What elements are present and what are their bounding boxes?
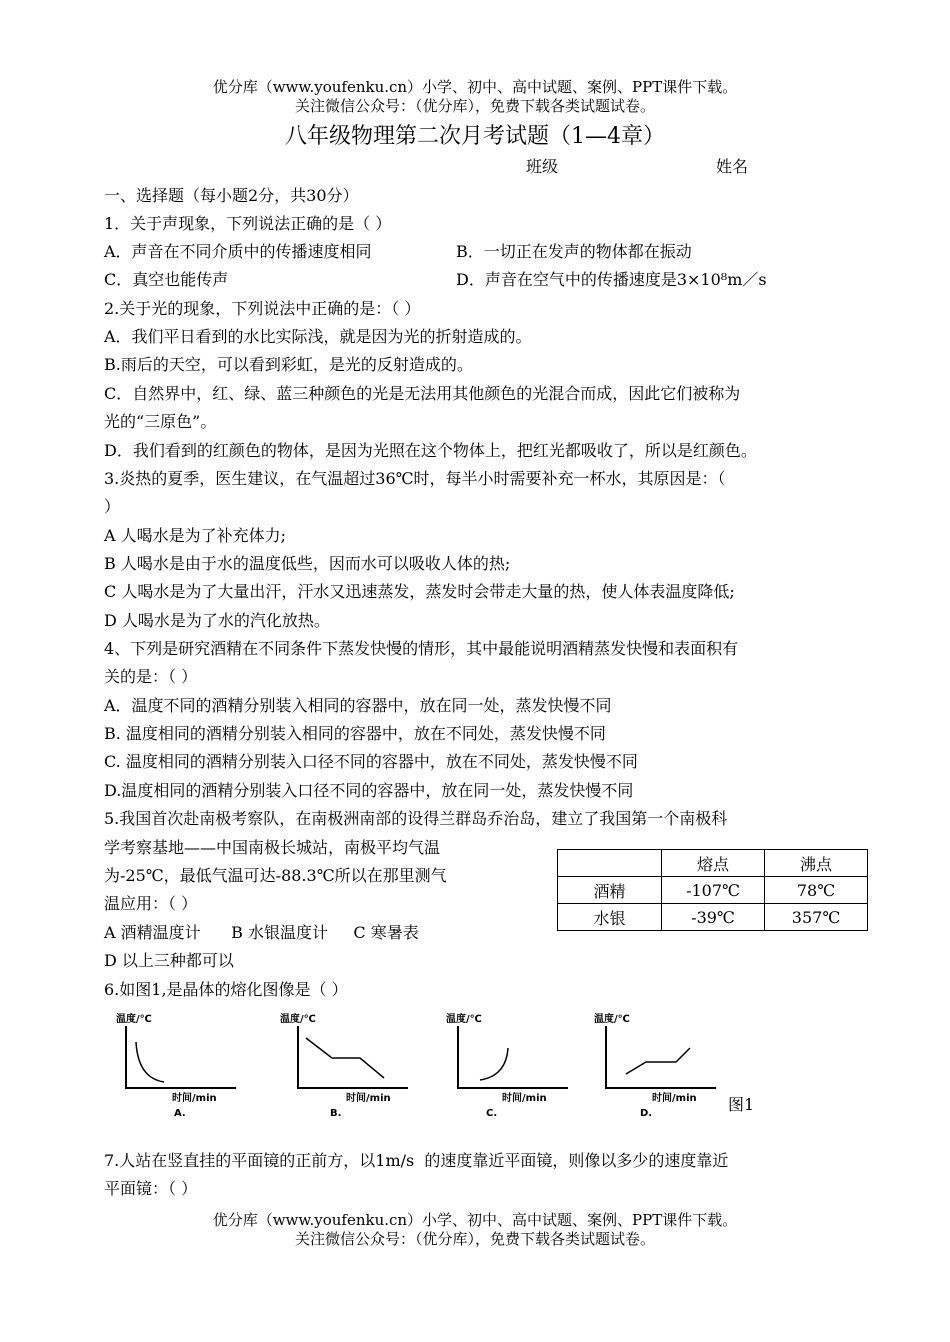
q3-stem: 3.炎热的夏季，医生建议，在气温超过36℃时，每半小时需要补充一杯水，其原因是：（ [104, 469, 726, 488]
graph-x-label: 时间/min [172, 1093, 217, 1104]
q2-option-a: A．我们平日看到的水比实际浅，就是因为光的折射造成的。 [104, 327, 532, 346]
class-label: 班级 [526, 157, 559, 176]
footer-line-2: 关注微信公众号：（优分库），免费下载各类试题试卷。 [294, 1230, 655, 1248]
table-row [558, 904, 868, 931]
q5-options: A 酒精温度计 B 水银温度计 C 寒暑表 [104, 923, 419, 942]
graph-axes [298, 1026, 408, 1088]
q5-option-d: D 以上三种都可以 [104, 951, 234, 970]
graph-y-label: 温度/℃ [446, 1014, 482, 1025]
header-line-1: 优分库（www.youfenku.cn）小学、初中、高中试题、案例、PPT课件下载。 [212, 78, 738, 96]
table-cell: 酒精 [558, 877, 662, 904]
graph-a [112, 1010, 252, 1122]
graph-c [442, 1010, 582, 1122]
table-row [558, 877, 868, 904]
table-cell: 78℃ [765, 877, 868, 904]
graph-label: C. [486, 1108, 498, 1119]
q1-stem: 1．关于声现象，下列说法正确的是（ ） [104, 214, 392, 233]
graph-d [590, 1010, 730, 1122]
figure-caption: 图1 [728, 1095, 755, 1114]
footer-line-1: 优分库（www.youfenku.cn）小学、初中、高中试题、案例、PPT课件下载。 [212, 1211, 738, 1229]
q4-option-d: D.温度相同的酒精分别装入口径不同的容器中，放在同一处，蒸发快慢不同 [104, 781, 634, 800]
table-cell: 水银 [558, 904, 662, 931]
graph-label: D. [640, 1108, 653, 1119]
q2-option-c-cont: 光的“三原色”。 [104, 412, 217, 431]
graph-x-label: 时间/min [652, 1093, 697, 1104]
table-header-row [558, 850, 868, 877]
graph-axes [606, 1026, 716, 1088]
q5-stem-line3: 为-25℃，最低气温可达-88.3℃所以在那里测气 [104, 866, 447, 885]
section-heading: 一、选择题（每小题2分，共30分） [104, 186, 359, 205]
graph-curve [480, 1048, 508, 1080]
graph-curve [306, 1038, 384, 1078]
q4-option-a: A．温度不同的酒精分别装入相同的容器中，放在同一处，蒸发快慢不同 [104, 696, 612, 715]
melting-boiling-table [557, 849, 868, 931]
graph-curve [136, 1042, 164, 1082]
q7-stem-cont: 平面镜：（ ） [104, 1179, 198, 1198]
graph-b [276, 1010, 416, 1122]
graph-x-label: 时间/min [502, 1093, 547, 1104]
graph-axes [458, 1026, 568, 1088]
q6-stem: 6.如图1,是晶体的熔化图像是（ ） [104, 980, 348, 999]
graph-y-label: 温度/℃ [116, 1014, 152, 1025]
graph-y-label: 温度/℃ [594, 1014, 630, 1025]
q2-option-b: B.雨后的天空，可以看到彩虹，是光的反射造成的。 [104, 355, 473, 374]
graph-label: A. [174, 1108, 186, 1119]
graph-label: B. [330, 1108, 342, 1119]
q3-option-b: B 人喝水是由于水的温度低些，因而水可以吸收人体的热; [104, 554, 511, 573]
table-header-cell [558, 850, 662, 877]
q4-option-b: B. 温度相同的酒精分别装入相同的容器中，放在不同处，蒸发快慢不同 [104, 724, 606, 743]
q5-stem-line4: 温应用：（ ） [104, 894, 198, 913]
q2-option-c: C．自然界中，红、绿、蓝三种颜色的光是无法用其他颜色的光混合而成，因此它们被称为 [104, 384, 741, 403]
q2-option-d: D．我们看到的红颜色的物体，是因为光照在这个物体上，把红光都吸收了，所以是红颜色。 [104, 441, 757, 460]
q7-stem: 7.人站在竖直挂的平面镜的正前方，以1m/s 的速度靠近平面镜，则像以多少的速度靠近 [104, 1151, 729, 1170]
q3-option-d: D 人喝水是为了水的汽化放热。 [104, 611, 330, 630]
q2-stem: 2.关于光的现象，下列说法中正确的是：（ ） [104, 299, 421, 318]
q3-stem-cont: ） [104, 497, 121, 516]
graph-curve [626, 1048, 690, 1074]
name-label: 姓名 [716, 157, 749, 176]
page-title: 八年级物理第二次月考试题（1—4章） [285, 124, 665, 149]
q4-stem-cont: 关的是：（ ） [104, 667, 198, 686]
graph-x-label: 时间/min [346, 1093, 391, 1104]
q1-option-d: D．声音在空气中的传播速度是3×10⁸m／s [456, 270, 767, 289]
q3-option-c: C 人喝水是为了大量出汗，汗水又迅速蒸发，蒸发时会带走大量的热，使人体表温度降低; [104, 582, 735, 601]
q3-option-a: A 人喝水是为了补充体力; [104, 526, 287, 545]
q5-stem: 5.我国首次赴南极考察队，在南极洲南部的设得兰群岛乔治岛，建立了我国第一个南极科 [104, 809, 728, 828]
table-cell: -39℃ [662, 904, 765, 931]
q4-stem: 4、下列是研究酒精在不同条件下蒸发快慢的情形，其中最能说明酒精蒸发快慢和表面积有 [104, 639, 739, 658]
graph-y-label: 温度/℃ [280, 1014, 316, 1025]
table-cell: -107℃ [662, 877, 765, 904]
q1-option-c: C．真空也能传声 [104, 270, 229, 289]
table-header-cell: 熔点 [662, 850, 765, 877]
q1-option-a: A．声音在不同介质中的传播速度相同 [104, 242, 372, 261]
graph-axes [126, 1026, 236, 1088]
header-line-2: 关注微信公众号：（优分库），免费下载各类试题试卷。 [294, 97, 655, 115]
table-cell: 357℃ [765, 904, 868, 931]
table-header-cell: 沸点 [765, 850, 868, 877]
q1-option-b: B．一切正在发声的物体都在振动 [456, 242, 692, 261]
q5-stem-line2: 学考察基地——中国南极长城站，南极平均气温 [104, 838, 441, 857]
q4-option-c: C. 温度相同的酒精分别装入口径不同的容器中，放在不同处，蒸发快慢不同 [104, 752, 638, 771]
